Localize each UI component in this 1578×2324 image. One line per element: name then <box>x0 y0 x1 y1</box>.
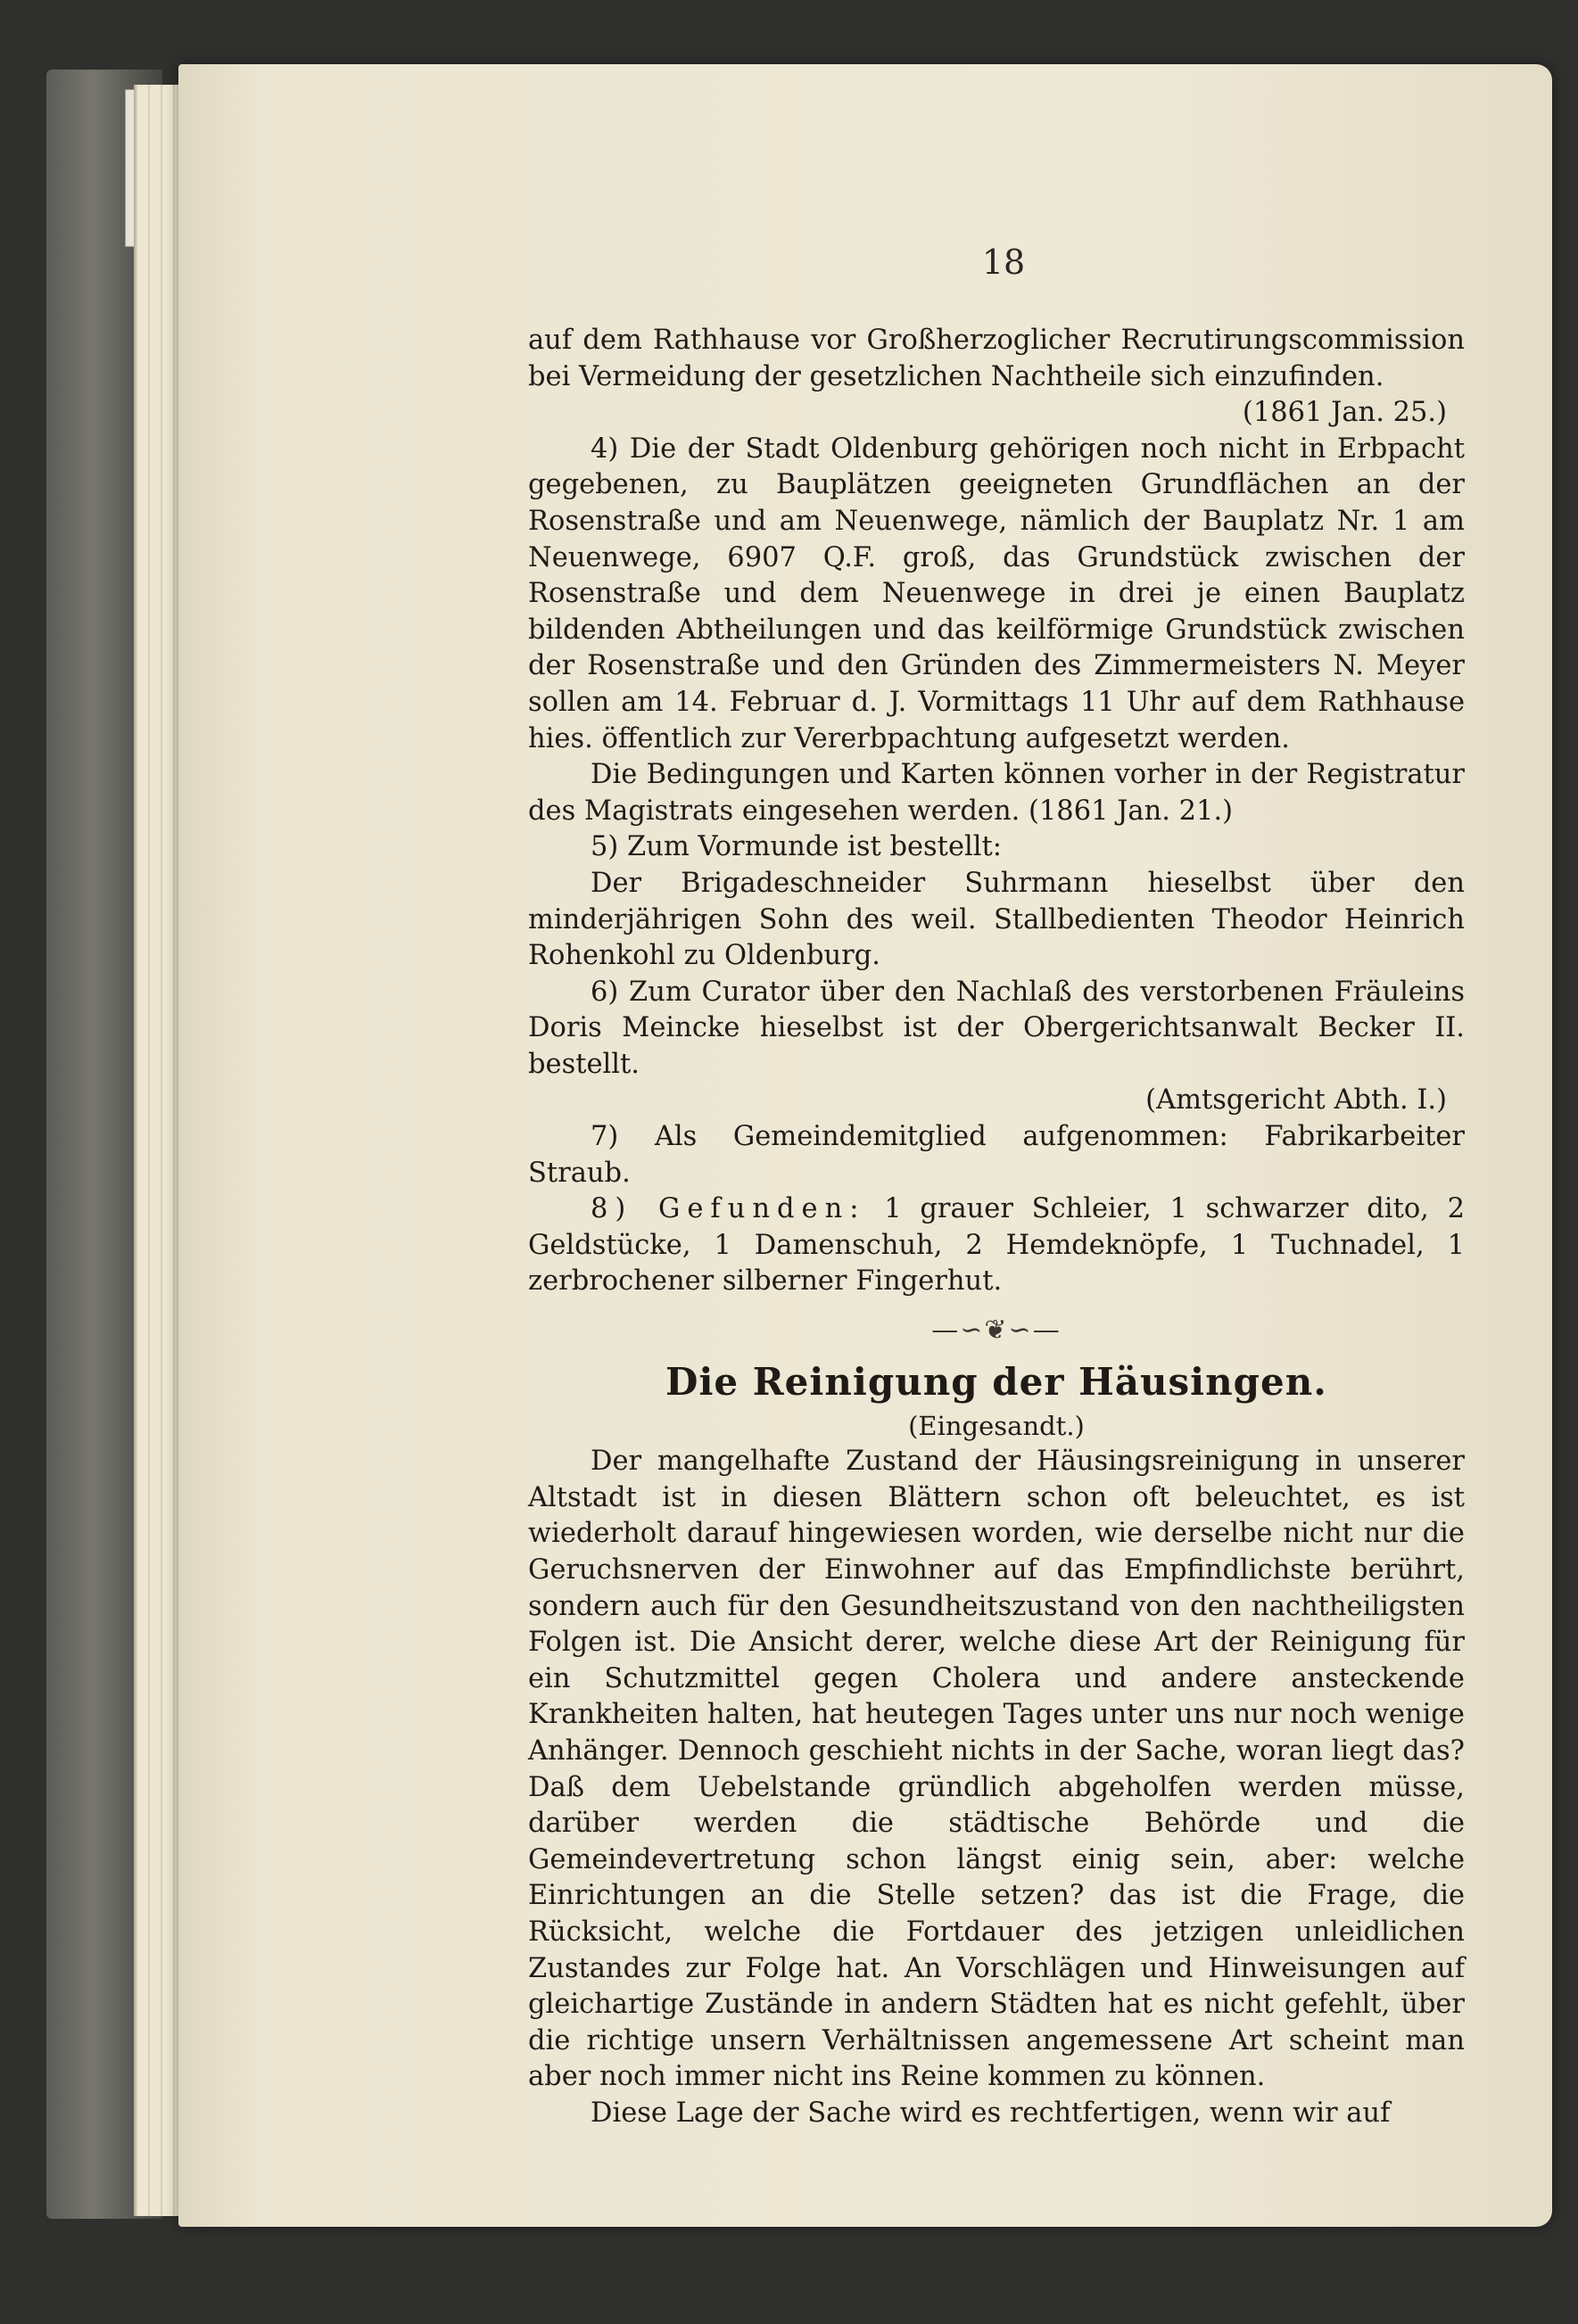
notice-6: 6) Zum Curator über den Nachlaß des verstorbenen Fräuleins Doris Meincke hieselbst ist der Obergerichtsanwalt Becker II. bestellt. <box>528 976 1465 1080</box>
article-title: Die Reinigung der Häusingen. <box>665 1359 1327 1404</box>
paragraph-continuation: auf dem Rathhause vor Großherzoglicher Recrutirungscommission bei Vermeidung der gesetzlichen Nachtheile sich einzufinden. <box>528 325 1465 392</box>
court-note: (Amtsgericht Abth. I.) <box>1145 1084 1447 1117</box>
found-items: 1 grauer Schleier, 1 schwarzer dito, 2 Geldstücke, 1 Damenschuh, 2 Hemdeknöpfe, 1 Tuchnadel, 1 zerbrochener silberner Fingerhut. <box>528 1193 1466 1298</box>
notice-5-body: Der Brigadeschneider Suhrmann hieselbst über den minderjährigen Sohn des weil. Stallbedienten Theodor Heinrich Rohenkohl zu Oldenburg. <box>528 867 1465 972</box>
notice-7: 7) Als Gemeindemitglied aufgenommen: Fabrikarbeiter Straub. <box>528 1121 1465 1189</box>
article-paragraph: Diese Lage der Sache wird es rechtfertigen, wenn wir auf <box>591 2097 1391 2129</box>
text-column <box>528 323 1465 2132</box>
article-subtitle: (Eingesandt.) <box>908 1410 1085 1441</box>
page-number: 18 <box>981 243 1026 282</box>
notice-4: 4) Die der Stadt Oldenburg gehörigen noch nicht in Erbpacht gegebenen, zu Bauplätzen geeigneten Grundflächen an der Rosenstraße und am Neuenwege, nämlich der Bauplatz Nr. 1 am Neuenwege, 6907 Q.F. groß, das Grundstück zwischen der Rosenstraße und dem Neuenwege in drei je einen Bauplatz bildenden Abtheilungen und das keilförmige Grundstück zwischen der Rosenstraße und den Gründen des Zimmermeisters N. Meyer sollen am 14. Februar d. J. Vormittags 11 Uhr auf dem Rathhause hies. öffentlich zur Vererbpachtung aufgesetzt werden. <box>528 433 1465 754</box>
article-paragraph: Der mangelhafte Zustand der Häusingsreinigung in unserer Altstadt ist in diesen Blättern schon oft beleuchtet, es ist wiederholt darauf hingewiesen worden, wie derselbe nicht nur die Geruchsnerven der Einwohner auf das Empfindlichste berührt, sondern auch für den Gesundheitszustand von den nachtheiligsten Folgen ist. Die Ansicht derer, welche diese Art der Reinigung für ein Schutzmittel gegen Cholera und andere ansteckende Krankheiten halten, hat heutegen Tages unter uns nur noch wenige Anhänger. Dennoch geschieht nichts in der Sache, woran liegt das? Daß dem Uebelstande gründlich abgeholfen werden müsse, darüber werden die städtische Behörde und die Gemeindevertretung schon längst einig sein, aber: welche Einrichtungen an die Stelle setzen? das ist die Frage, die Rücksicht, welche die Fortdauer des jetzigen unleidlichen Zustandes zur Folge hat. An Vorschlägen und Hinweisungen auf gleichartige Zustände in andern Städten hat es nicht gefehlt, über die richtige unsern Verhältnissen angemessene Art scheint man aber noch immer nicht ins Reine kommen zu können. <box>528 1446 1465 2093</box>
found-heading: 8) Gefunden: <box>591 1193 866 1225</box>
notice-8 <box>528 1191 1465 1300</box>
date-note: (1861 Jan. 25.) <box>1242 397 1447 429</box>
section-divider-ornament: —∽❦∽— <box>931 1314 1062 1347</box>
notice-4-conditions: Die Bedingungen und Karten können vorher in der Registratur des Magistrats eingesehen werden. (1861 Jan. 21.) <box>528 759 1465 827</box>
notice-5: 5) Zum Vormunde ist bestellt: <box>591 831 1003 863</box>
